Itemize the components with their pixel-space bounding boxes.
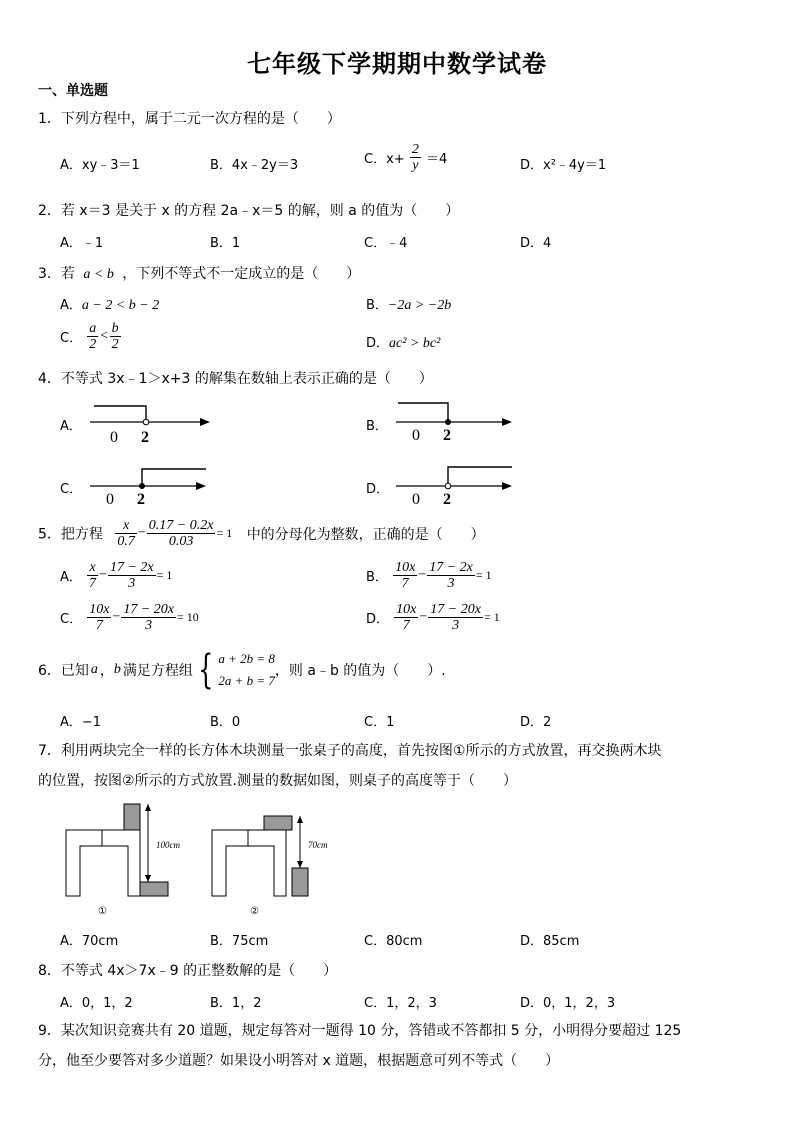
q5-a-minus: − (99, 567, 107, 583)
q7-line1: 7．利用两块完全一样的长方体木块测量一张桌子的高度，首先按图①所示的方式放置，再交换两木块 (38, 743, 662, 759)
q5-c-label: C． (60, 612, 83, 627)
tick-label: 0 (412, 427, 420, 444)
number-line-a (88, 400, 218, 448)
q3-a-label: A． (60, 298, 82, 313)
number-line-d (394, 464, 518, 512)
q5-b-n1: 10x (395, 560, 416, 575)
figure-1-number: ① (98, 906, 107, 917)
q3-c-frac2 (110, 321, 121, 352)
q5-d-label: D． (366, 612, 390, 627)
q5-b-minus: − (418, 567, 427, 583)
q5-b-rhs: = 1 (475, 568, 492, 582)
q5-eq-n2: 0.17 − 0.2x (148, 518, 214, 533)
q3-c-d2: 2 (111, 337, 119, 352)
q6-stem-suffix: ，则 a﹣b 的值为（ ）. (274, 663, 446, 679)
number-line-c (88, 464, 212, 512)
q3-c-n2: b (111, 321, 119, 336)
q1-c-den: y (412, 158, 419, 173)
q5-b-n2: 17 − 2x (429, 560, 473, 575)
q6-stem-mid: 满足方程组 (122, 663, 193, 679)
q3-d-label: D． (366, 336, 390, 351)
q5-c-d2: 3 (145, 618, 153, 633)
q5-eq-frac2 (147, 518, 216, 549)
q5-option-c (60, 602, 199, 633)
q5-d-frac2 (428, 602, 483, 633)
q6-stem-prefix: 6．已知 (38, 663, 89, 679)
q3-c-n1: a (89, 321, 97, 336)
q5-a-frac2 (108, 560, 156, 591)
q2-stem: 2．若 x＝3 是关于 x 的方程 2a﹣x＝5 的解，则 a 的值为（ ） (38, 203, 460, 219)
q2-option-b: B．1 (210, 236, 241, 251)
section-heading: 一、单选题 (38, 83, 108, 99)
q6-option-b: B．0 (210, 715, 241, 730)
q5-d-minus: − (419, 609, 428, 625)
q5-d-n2: 17 − 20x (430, 602, 481, 617)
q5-option-a (60, 560, 172, 591)
q1-option-d: D．x²﹣4y＝1 (520, 158, 607, 173)
figure-2 (206, 800, 346, 920)
q3-stem-suffix: ，下列不等式不一定成立的是（ ） (122, 266, 361, 282)
tick-label: 0 (106, 491, 114, 508)
q5-a-frac1 (87, 560, 98, 591)
tick-label: 2 (141, 429, 149, 446)
q5-c-n1: 10x (89, 602, 110, 617)
q2-option-a: A．﹣1 (60, 236, 104, 251)
q6-system (218, 648, 275, 692)
q3-a-math: a − 2 < b − 2 (81, 298, 160, 313)
q9-line2: 分，他至少要答对多少道题？如果设小明答对 x 道题，根据题意可列不等式（ ） (38, 1053, 560, 1069)
q3-b-math: −2a > −2b (387, 298, 452, 313)
tick-label: 0 (412, 491, 420, 508)
q1-c-prefix: C．x+ (364, 152, 405, 167)
q5-b-d2: 3 (447, 576, 455, 591)
q1-c-suffix: ＝4 (425, 152, 448, 167)
q5-option-d (366, 602, 500, 633)
q3-option-b (366, 294, 451, 314)
q5-d-d1: 7 (402, 618, 410, 633)
q3-stem (38, 263, 360, 283)
q6-stem (38, 648, 446, 692)
q2-option-c: C．﹣4 (364, 236, 408, 251)
q1-c-num: 2 (411, 142, 419, 157)
q3-stem-prefix: 3．若 (38, 266, 75, 282)
q8-stem: 8．不等式 4x＞7x﹣9 的正整数解的是（ ） (38, 963, 338, 979)
q8-option-a: A．0，1，2 (60, 996, 133, 1011)
q6-option-c: C．1 (364, 715, 395, 730)
q5-a-n1: x (87, 560, 98, 576)
q3-option-d (366, 332, 440, 352)
q5-b-frac1 (393, 560, 417, 591)
q5-stem-prefix: 5．把方程 (38, 526, 103, 543)
q5-eq-frac1 (115, 518, 137, 549)
q5-a-n2: 17 − 2x (109, 560, 154, 575)
q4-option-b: B． (366, 419, 388, 434)
q5-d-frac1 (394, 602, 418, 633)
q1-c-fraction (410, 142, 421, 173)
q5-c-frac1 (87, 602, 111, 633)
q5-eq-d2: 0.03 (168, 534, 194, 549)
q7-option-a: A．70cm (60, 934, 119, 949)
q5-d-n1: 10x (396, 602, 417, 617)
q5-stem (38, 518, 485, 549)
q1-option-b: B．4x﹣2y＝3 (210, 158, 299, 173)
q6-var-a: a (90, 662, 98, 677)
q6-option-d: D．2 (520, 715, 552, 730)
q5-d-d2: 3 (452, 618, 460, 633)
q6-option-a: A．−1 (60, 715, 102, 730)
q4-option-a: A． (60, 419, 82, 434)
q3-c-d1: 2 (89, 337, 97, 352)
q6-eq2: 2a + b = 7 (218, 673, 275, 688)
q7-line2: 的位置，按图②所示的方式放置.测量的数据如图，则桌子的高度等于（ ） (38, 773, 517, 789)
q5-a-label: A． (60, 570, 82, 585)
q6-brace: { (198, 647, 214, 693)
q3-c-frac1 (87, 321, 98, 352)
q5-eq-n1: x (115, 518, 137, 534)
q5-eq-rhs: = 1 (216, 526, 233, 540)
q6-sep: ， (99, 663, 114, 679)
q8-option-c: C．1，2，3 (364, 996, 437, 1011)
q3-c-op: < (99, 328, 109, 344)
q5-stem-suffix: 中的分母化为整数，正确的是（ ） (246, 526, 485, 543)
tick-label: 0 (110, 429, 118, 446)
q5-a-rhs: = 1 (156, 568, 173, 582)
q5-a-d1: 7 (89, 576, 97, 591)
q8-option-b: B．1，2 (210, 996, 262, 1011)
q7-option-d: D．85cm (520, 934, 580, 949)
q3-b-label: B． (366, 298, 388, 313)
q5-c-d1: 7 (95, 618, 103, 633)
q3-stem-math: a < b (83, 267, 114, 282)
q8-option-d: D．0，1，2，3 (520, 996, 616, 1011)
figure-1-measurement: 100cm (156, 840, 180, 850)
q5-d-rhs: = 1 (483, 610, 500, 624)
figure-2-measurement: 70cm (308, 840, 328, 850)
page-title: 七年级下学期期中数学试卷 (247, 49, 547, 78)
q5-b-label: B． (366, 570, 388, 585)
figure-2-number: ② (250, 906, 259, 917)
q5-b-frac2 (427, 560, 475, 591)
q4-stem: 4．不等式 3x﹣1＞x+3 的解集在数轴上表示正确的是（ ） (38, 371, 433, 387)
q9-line1: 9．某次知识竞赛共有 20 道题，规定每答对一题得 10 分，答错或不答都扣 5 分，小明得分要超过 125 (38, 1023, 682, 1039)
tick-label: 2 (137, 491, 145, 508)
q1-option-c (364, 142, 447, 173)
q3-option-c (60, 321, 122, 352)
figure-1 (60, 800, 200, 920)
q5-c-minus: − (112, 609, 121, 625)
q5-eq-minus: − (137, 525, 146, 541)
q5-b-d1: 7 (401, 576, 409, 591)
q3-option-a (60, 294, 159, 314)
q5-a-d2: 3 (128, 576, 136, 591)
tick-label: 2 (443, 427, 451, 444)
q5-option-b (366, 560, 492, 591)
tick-label: 2 (443, 491, 451, 508)
q4-option-d: D． (366, 482, 390, 497)
number-line-b (394, 400, 518, 448)
q7-option-c: C．80cm (364, 934, 423, 949)
q5-c-n2: 17 − 20x (123, 602, 175, 617)
q6-eq1: a + 2b = 8 (218, 651, 275, 666)
q5-c-rhs: = 10 (177, 610, 199, 624)
q1-option-a: A．xy﹣3＝1 (60, 158, 140, 173)
q3-d-math: ac² > bc² (389, 336, 441, 351)
q5-eq-d1: 0.7 (117, 534, 135, 549)
q6-var-b: b (113, 662, 121, 677)
q1-stem: 1．下列方程中，属于二元一次方程的是（ ） (38, 111, 341, 127)
q2-option-d: D．4 (520, 236, 552, 251)
q3-c-label: C． (60, 331, 83, 346)
q5-c-frac2 (121, 602, 176, 633)
q7-option-b: B．75cm (210, 934, 269, 949)
q4-option-c: C． (60, 482, 83, 497)
